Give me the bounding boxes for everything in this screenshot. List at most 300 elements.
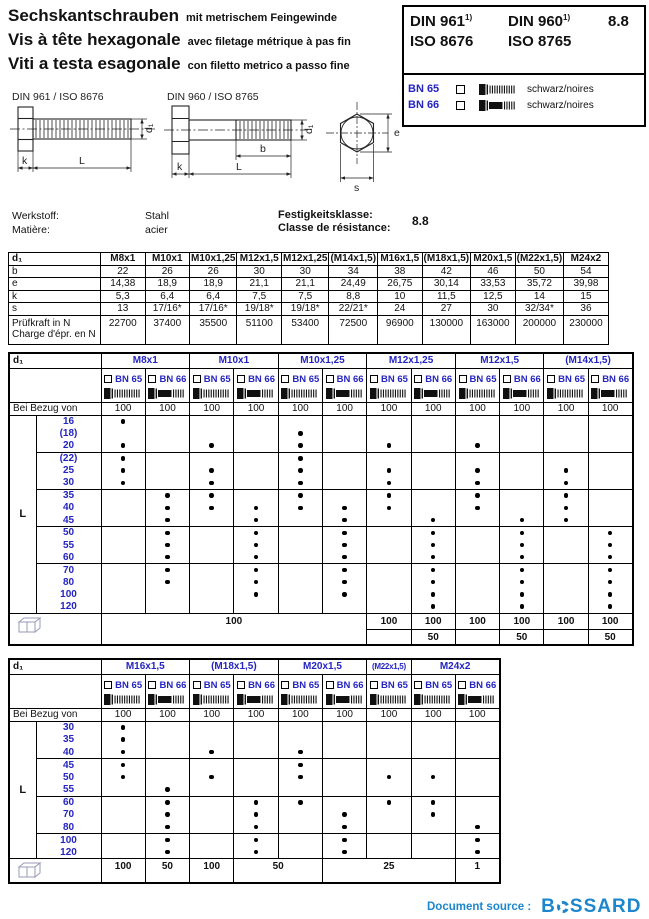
availability-cell xyxy=(367,440,411,452)
bn-variant-cell xyxy=(367,368,411,402)
availability-cell xyxy=(190,452,234,464)
bn-variant-cell xyxy=(544,368,588,402)
availability-cell xyxy=(190,477,234,489)
availability-cell xyxy=(455,564,499,576)
availability-cell xyxy=(322,551,366,563)
availability-cell xyxy=(588,551,632,563)
availability-cell xyxy=(455,821,499,834)
length-row xyxy=(9,576,633,588)
availability-cell xyxy=(455,539,499,551)
availability-cell xyxy=(411,846,455,859)
availability-cell xyxy=(544,502,588,514)
availability-cell xyxy=(411,564,455,576)
dim-value: 46 xyxy=(471,265,516,278)
availability-dot xyxy=(608,580,613,585)
checkbox-icon xyxy=(591,375,599,383)
availability-cell xyxy=(544,576,588,588)
header-spacer xyxy=(9,674,101,708)
availability-dot xyxy=(209,493,214,498)
availability-cell xyxy=(278,477,322,489)
availability-cell xyxy=(145,440,189,452)
availability-cell xyxy=(367,576,411,588)
availability-dot xyxy=(387,800,392,805)
availability-dot xyxy=(298,506,303,511)
availability-cell xyxy=(544,465,588,477)
availability-cell xyxy=(234,539,278,551)
availability-cell xyxy=(145,846,189,859)
availability-cell xyxy=(455,846,499,859)
availability-dot xyxy=(431,531,436,536)
packaging-qty xyxy=(455,629,499,645)
dim-value: 6,4 xyxy=(190,290,237,303)
bn-code: BN 66 xyxy=(513,373,541,385)
availability-cell xyxy=(544,527,588,539)
availability-dot xyxy=(608,531,613,536)
thread-size-header: M12x1,25 xyxy=(282,253,328,265)
availability-dot xyxy=(121,419,126,424)
availability-dot xyxy=(475,493,480,498)
length-value: 16 xyxy=(36,415,101,427)
length-row xyxy=(9,539,633,551)
availability-cell xyxy=(145,784,189,797)
ref-quantity: 100 xyxy=(588,402,632,415)
thread-size-header: M10x1,25 xyxy=(191,253,236,265)
screw-icon-partial xyxy=(237,694,275,705)
packaging-qty: 100 xyxy=(101,613,367,645)
ref-quantity: 100 xyxy=(322,402,366,415)
dim-value: 17/16* xyxy=(190,303,237,316)
availability-dot xyxy=(431,580,436,585)
availability-cell xyxy=(411,502,455,514)
availability-dot xyxy=(209,468,214,473)
availability-dot xyxy=(564,506,569,511)
availability-cell xyxy=(322,489,366,501)
availability-cell xyxy=(411,489,455,501)
finish-note: schwarz/noires xyxy=(527,99,594,111)
availability-cell xyxy=(411,588,455,600)
availability-cell xyxy=(278,527,322,539)
iso-line xyxy=(410,33,638,50)
dim-label-L: L xyxy=(236,161,242,173)
availability-cell xyxy=(322,427,366,439)
bn-code: BN 65 xyxy=(115,373,143,385)
availability-dot xyxy=(254,592,259,597)
availability-cell xyxy=(190,551,234,563)
dim-value: 21,1 xyxy=(281,278,328,291)
availability-dot xyxy=(165,850,170,855)
checkbox-icon xyxy=(414,375,422,383)
availability-cell xyxy=(278,734,322,747)
availability-cell xyxy=(411,601,455,613)
availability-cell xyxy=(322,588,366,600)
bn-code: BN 65 xyxy=(115,679,143,691)
availability-cell xyxy=(101,427,145,439)
availability-cell xyxy=(411,721,455,734)
availability-cell xyxy=(190,821,234,834)
length-value: 40 xyxy=(36,746,101,759)
dim-value: 42 xyxy=(422,265,471,278)
bn-code: BN 65 xyxy=(380,679,408,691)
bolt-drawing-din960 xyxy=(164,106,315,178)
length-value: 120 xyxy=(36,846,101,859)
length-row xyxy=(9,452,633,464)
availability-cell xyxy=(367,821,411,834)
length-value: 45 xyxy=(36,759,101,772)
availability-cell xyxy=(145,514,189,526)
availability-dot xyxy=(165,825,170,830)
ref-quantity: 100 xyxy=(145,708,189,721)
finish-note: schwarz/noires xyxy=(527,83,594,95)
availability-dot xyxy=(254,825,259,830)
bn-variant-cell xyxy=(278,368,322,402)
dim-value: 39,98 xyxy=(564,278,609,291)
availability-cell xyxy=(190,734,234,747)
availability-dot xyxy=(121,481,126,486)
availability-cell xyxy=(411,796,455,809)
bn-variant-cell xyxy=(234,368,278,402)
availability-cell xyxy=(278,489,322,501)
availability-cell xyxy=(411,784,455,797)
availability-dot xyxy=(387,493,392,498)
bn-variant-cell xyxy=(588,368,632,402)
availability-cell xyxy=(234,759,278,772)
availability-cell xyxy=(500,527,544,539)
availability-cell xyxy=(411,452,455,464)
length-row xyxy=(9,846,500,859)
availability-cell xyxy=(278,502,322,514)
availability-cell xyxy=(367,427,411,439)
screw-icon-full xyxy=(281,694,319,705)
availability-dot xyxy=(342,506,347,511)
availability-dot xyxy=(342,555,347,560)
availability-cell xyxy=(411,771,455,784)
availability-cell xyxy=(367,477,411,489)
dim-value: 36 xyxy=(564,303,609,316)
availability-cell xyxy=(322,539,366,551)
availability-cell xyxy=(455,759,499,772)
packaging-qty: 50 xyxy=(500,629,544,645)
title-block xyxy=(8,6,398,78)
page-subtitle-de: mit metrischem Feingewinde xyxy=(186,12,337,24)
dim-value: 32/34* xyxy=(515,303,564,316)
availability-cell xyxy=(101,796,145,809)
size-group-header: (M18x1,5) xyxy=(190,659,279,674)
dim-value: 21,1 xyxy=(237,278,282,291)
bn-code: BN 66 xyxy=(336,679,364,691)
length-row xyxy=(9,796,500,809)
availability-cell xyxy=(278,440,322,452)
availability-cell xyxy=(500,440,544,452)
length-row xyxy=(9,489,633,501)
availability-cell xyxy=(278,771,322,784)
ref-quantity-label: Bei Bezug von xyxy=(9,708,101,721)
availability-cell xyxy=(278,784,322,797)
availability-cell xyxy=(101,440,145,452)
bn-code: BN 65 xyxy=(380,373,408,385)
availability-cell xyxy=(588,502,632,514)
availability-cell xyxy=(544,551,588,563)
length-row xyxy=(9,551,633,563)
ref-quantity: 100 xyxy=(101,402,145,415)
title-row-de xyxy=(8,6,398,26)
packaging-row xyxy=(9,859,500,883)
bn-code: BN 65 xyxy=(292,373,320,385)
availability-dot xyxy=(342,825,347,830)
din-960: DIN 960$^{1)}$ xyxy=(508,13,571,30)
length-row xyxy=(9,502,633,514)
availability-cell xyxy=(367,452,411,464)
page-title-fr: Vis à tête hexagonale xyxy=(8,30,181,49)
availability-dot xyxy=(121,725,126,730)
availability-cell xyxy=(190,809,234,822)
availability-cell xyxy=(367,846,411,859)
checkbox-icon xyxy=(503,375,511,383)
checkbox-icon xyxy=(148,681,156,689)
dim-row-label: b xyxy=(9,265,101,278)
checkbox-icon xyxy=(458,681,466,689)
dim-value: 8,8 xyxy=(329,290,378,303)
dim-value: 26,75 xyxy=(378,278,423,291)
availability-dot xyxy=(298,456,303,461)
availability-dot xyxy=(254,543,259,548)
size-group-header: M8x1 xyxy=(101,353,190,368)
availability-cell xyxy=(145,465,189,477)
checkbox-icon xyxy=(281,681,289,689)
bn-code: BN 65 xyxy=(292,679,320,691)
availability-cell xyxy=(367,759,411,772)
availability-cell xyxy=(101,809,145,822)
availability-cell xyxy=(455,576,499,588)
availability-dot xyxy=(520,555,525,560)
availability-cell xyxy=(234,821,278,834)
availability-cell xyxy=(278,564,322,576)
availability-cell xyxy=(145,721,189,734)
dim-value: 12,5 xyxy=(471,290,516,303)
din-line xyxy=(410,13,638,30)
dim-value: 24,49 xyxy=(329,278,378,291)
availability-cell xyxy=(411,734,455,747)
dim-row-label: e xyxy=(9,278,101,291)
availability-cell xyxy=(145,576,189,588)
availability-cell xyxy=(588,564,632,576)
material-value-fr: acier xyxy=(145,224,168,236)
availability-dot xyxy=(431,604,436,609)
availability-dot xyxy=(342,543,347,548)
availability-cell xyxy=(234,564,278,576)
page-subtitle-fr: avec filetage métrique à pas fin xyxy=(187,36,351,48)
length-row xyxy=(9,759,500,772)
screw-icon-full xyxy=(104,388,142,399)
bn-code: BN 65 xyxy=(203,679,231,691)
availability-cell xyxy=(455,477,499,489)
dim-value: 26 xyxy=(190,265,237,278)
availability-cell xyxy=(367,489,411,501)
thread-size-header: M12x1,5 xyxy=(237,253,282,266)
length-value: 60 xyxy=(36,796,101,809)
checkbox-icon xyxy=(237,681,245,689)
availability-dot xyxy=(520,604,525,609)
availability-cell xyxy=(411,427,455,439)
availability-cell xyxy=(190,539,234,551)
availability-cell xyxy=(278,834,322,847)
availability-cell xyxy=(101,539,145,551)
availability-dot xyxy=(121,763,126,768)
checkbox-icon xyxy=(104,681,112,689)
page-title-de: Sechskantschrauben xyxy=(8,6,180,25)
availability-cell xyxy=(322,576,366,588)
packaging-qty: 100 xyxy=(588,613,632,629)
availability-cell xyxy=(411,821,455,834)
availability-cell xyxy=(588,527,632,539)
bn-variant-cell xyxy=(234,674,278,708)
availability-cell xyxy=(544,415,588,427)
availability-cell xyxy=(145,759,189,772)
packaging-qty: 100 xyxy=(544,613,588,629)
screw-icon-full xyxy=(281,388,319,399)
availability-dot xyxy=(431,568,436,573)
checkbox-icon xyxy=(547,375,555,383)
dim-value: 14,38 xyxy=(101,278,146,291)
availability-cell xyxy=(145,588,189,600)
length-value: (18) xyxy=(36,427,101,439)
bn-code: BN 65 xyxy=(469,373,497,385)
availability-cell xyxy=(411,465,455,477)
availability-dot xyxy=(254,850,259,855)
availability-dot xyxy=(165,518,170,523)
availability-cell xyxy=(322,821,366,834)
availability-cell xyxy=(411,514,455,526)
hex-head-view xyxy=(326,102,400,194)
availability-cell xyxy=(322,465,366,477)
packaging-qty: 100 xyxy=(500,613,544,629)
thread-size-header: (M22x1,5) xyxy=(516,253,563,265)
availability-cell xyxy=(455,721,499,734)
availability-dot xyxy=(387,481,392,486)
dim-value: 17/16* xyxy=(145,303,190,316)
ref-quantity: 100 xyxy=(411,402,455,415)
availability-cell xyxy=(588,440,632,452)
dimensions-table-container xyxy=(8,252,609,345)
availability-dot xyxy=(254,580,259,585)
screw-icon-partial xyxy=(458,694,496,705)
availability-cell xyxy=(190,489,234,501)
availability-cell xyxy=(322,527,366,539)
availability-dot xyxy=(254,800,259,805)
availability-cell xyxy=(455,415,499,427)
packaging-icon-cell xyxy=(9,859,101,883)
iso-8676: ISO 8676 xyxy=(410,33,474,50)
availability-cell xyxy=(500,551,544,563)
availability-dot xyxy=(254,531,259,536)
availability-cell xyxy=(322,415,366,427)
availability-cell xyxy=(544,427,588,439)
dim-value: 18,9 xyxy=(190,278,237,291)
packaging-qty xyxy=(544,629,588,645)
bn-code: BN 65 xyxy=(203,373,231,385)
availability-cell xyxy=(411,746,455,759)
availability-cell xyxy=(455,588,499,600)
dim-value: 7,5 xyxy=(281,290,328,303)
page-title-it: Viti a testa esagonale xyxy=(8,54,181,73)
checkbox-icon xyxy=(414,681,422,689)
screw-icon-full xyxy=(370,694,408,705)
availability-dot xyxy=(298,431,303,436)
screw-icon-partial xyxy=(326,388,364,399)
availability-cell xyxy=(455,834,499,847)
package-box-icon xyxy=(16,616,42,633)
availability-cell xyxy=(190,564,234,576)
availability-cell xyxy=(500,415,544,427)
dim-value: 22/21* xyxy=(329,303,378,316)
availability-cell xyxy=(145,601,189,613)
length-value: 45 xyxy=(36,514,101,526)
dim-label-d1: d₁ xyxy=(303,124,315,134)
strength-label-de: Festigkeitsklasse: xyxy=(278,209,373,221)
dim-value: 130000 xyxy=(422,315,471,344)
length-value: 40 xyxy=(36,502,101,514)
availability-dot xyxy=(209,481,214,486)
availability-cell xyxy=(322,809,366,822)
availability-cell xyxy=(234,502,278,514)
ref-quantity: 100 xyxy=(145,402,189,415)
availability-dot xyxy=(254,838,259,843)
dim-value: 50 xyxy=(515,265,564,278)
availability-cell xyxy=(322,734,366,747)
package-box-icon xyxy=(16,861,42,878)
material-value-de: Stahl xyxy=(145,210,169,222)
dim-value: 37400 xyxy=(145,315,190,344)
availability-cell xyxy=(455,489,499,501)
dim-value: 19/18* xyxy=(281,303,328,316)
length-row xyxy=(9,771,500,784)
footnote-sup: 1) xyxy=(563,13,571,22)
availability-dot xyxy=(342,580,347,585)
availability-cell xyxy=(367,721,411,734)
availability-cell xyxy=(367,734,411,747)
availability-cell xyxy=(145,796,189,809)
availability-cell xyxy=(367,601,411,613)
availability-dot xyxy=(387,506,392,511)
availability-cell xyxy=(190,846,234,859)
availability-cell xyxy=(145,551,189,563)
size-group-header: (M22x1,5) xyxy=(367,659,411,674)
availability-cell xyxy=(101,721,145,734)
dim-value: 15 xyxy=(564,290,609,303)
dim-value: 24 xyxy=(378,303,423,316)
availability-dot xyxy=(520,568,525,573)
length-value: 30 xyxy=(36,721,101,734)
screw-icon-partial xyxy=(237,388,275,399)
length-row xyxy=(9,440,633,452)
availability-cell xyxy=(234,746,278,759)
availability-dot xyxy=(520,518,525,523)
av-corner-label: d₁ xyxy=(9,659,101,674)
screw-icon-partial xyxy=(591,388,629,399)
availability-cell xyxy=(588,465,632,477)
availability-dot xyxy=(520,580,525,585)
availability-dot xyxy=(520,543,525,548)
bn-code: BN 66 xyxy=(469,679,497,691)
availability-cell xyxy=(278,576,322,588)
availability-cell xyxy=(588,489,632,501)
screw-icon-full xyxy=(104,694,142,705)
availability-cell xyxy=(234,588,278,600)
checkbox-icon xyxy=(193,375,201,383)
availability-dot xyxy=(121,468,126,473)
availability-table-small-sizes xyxy=(8,352,634,646)
packaging-qty: 50 xyxy=(588,629,632,645)
availability-dot xyxy=(608,568,613,573)
